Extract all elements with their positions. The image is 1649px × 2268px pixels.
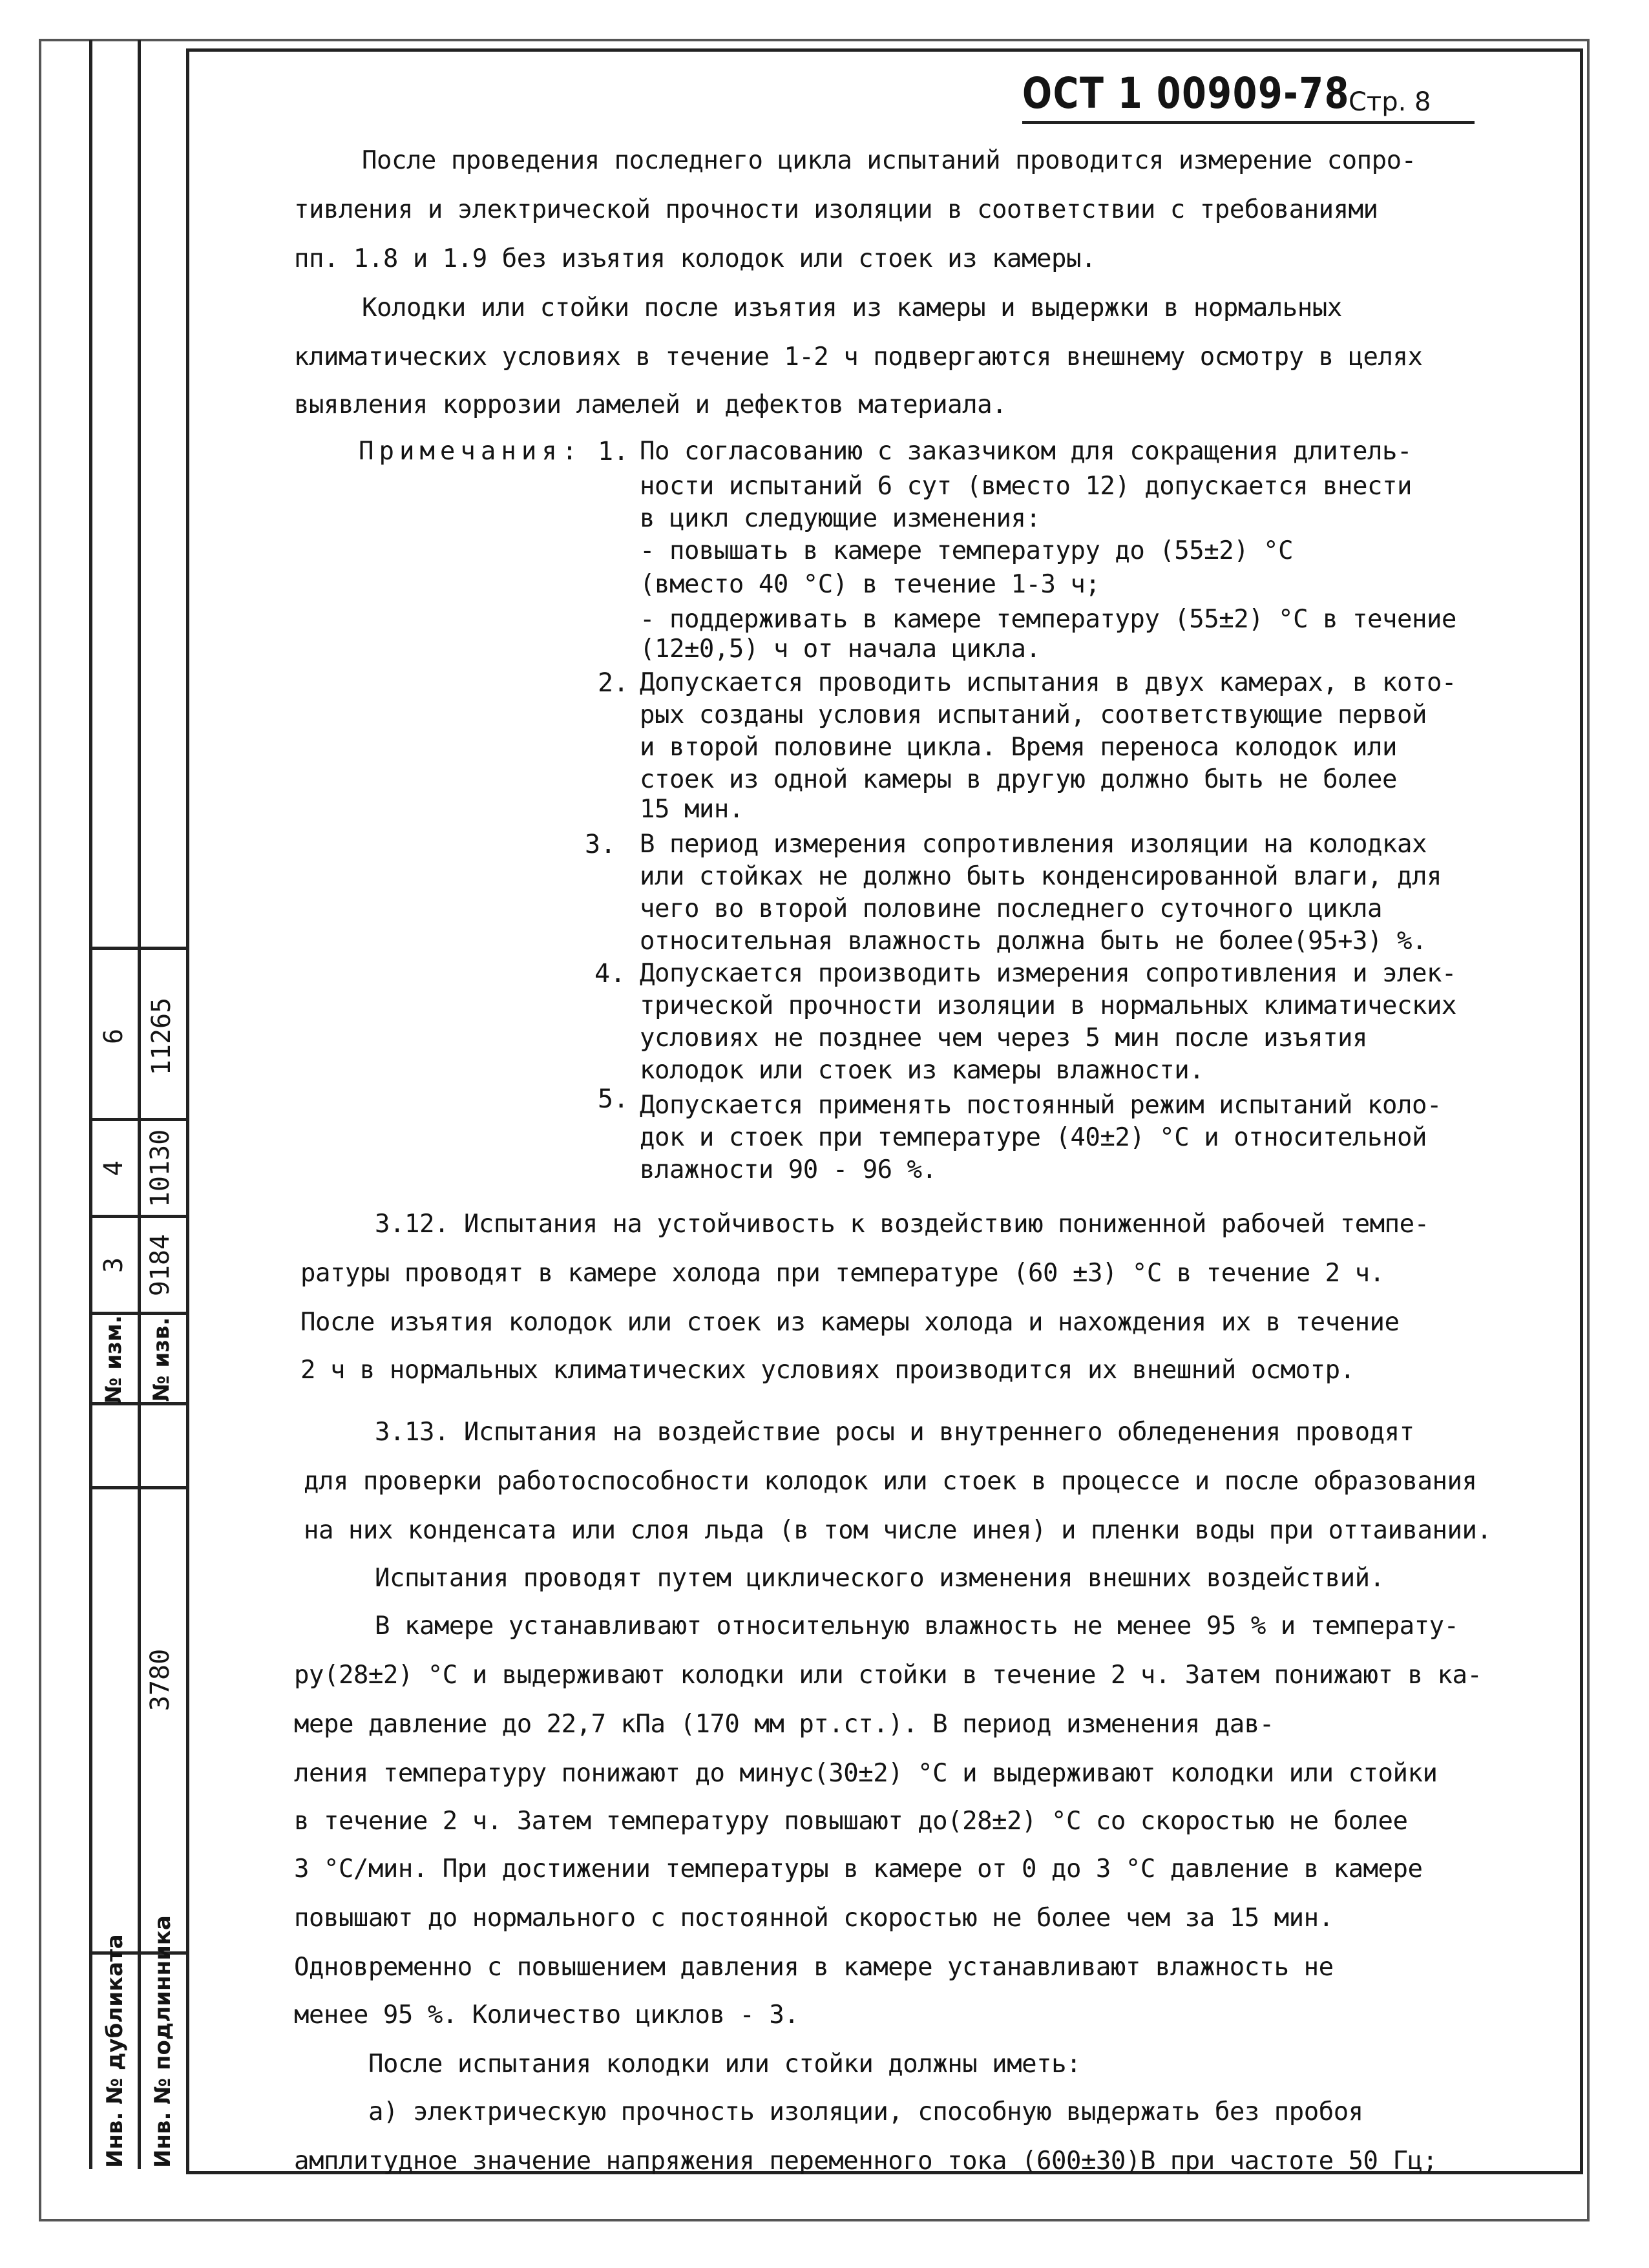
note-line: По согласованию с заказчиком для сокращения длитель- bbox=[640, 437, 1412, 466]
section-line: на них конденсата или слоя льда (в том числе инея) и пленки воды при оттаивании. bbox=[304, 1516, 1492, 1545]
section-line: повышают до нормального с постоянной скоростью не более чем за 15 мин. bbox=[294, 1904, 1334, 1933]
section-line: 3.12. Испытания на устойчивость к воздействию пониженной рабочей темпе- bbox=[375, 1210, 1429, 1239]
note-line: 15 мин. bbox=[640, 795, 744, 824]
note-line: док и стоек при температуре (40±2) °С и относительной bbox=[640, 1123, 1427, 1152]
note-line: (12±0,5) ч от начала цикла. bbox=[640, 635, 1041, 664]
paragraph-line: климатических условиях в течение 1-2 ч подвергаются внешнему осмотру в целях bbox=[294, 342, 1423, 372]
section-line: ратуры проводят в камере холода при температуре (60 ±3) °С в течение 2 ч. bbox=[300, 1259, 1385, 1288]
paragraph-line: Колодки или стойки после изъятия из камеры и выдержки в нормальных bbox=[362, 293, 1342, 322]
note-number: 4. bbox=[594, 959, 626, 989]
section-line: 2 ч в нормальных климатических условиях производится их внешний осмотр. bbox=[300, 1356, 1355, 1385]
note-line: - повышать в камере температуру до (55±2) °С bbox=[640, 536, 1294, 565]
note-number: 1. bbox=[598, 437, 629, 467]
original-inventory-number: 3780 bbox=[145, 1648, 175, 1712]
note-number: 2. bbox=[598, 668, 629, 698]
note-line: относительная влажность должна быть не более(95+3) %. bbox=[640, 927, 1427, 956]
section-line: менее 95 %. Количество циклов - 3. bbox=[294, 2000, 799, 2030]
section-line: Одновременно с повышением давления в камере устанавливают влажность не bbox=[294, 1953, 1334, 1982]
notes-label: Примечания: bbox=[359, 437, 583, 466]
margin-divider bbox=[89, 1486, 187, 1489]
notice-number: 10130 bbox=[145, 1129, 175, 1208]
section-line: После испытания колодки или стойки должны иметь: bbox=[368, 2050, 1082, 2079]
note-line: чего во второй половине последнего суточного цикла bbox=[640, 894, 1382, 923]
note-line: в цикл следующие изменения: bbox=[640, 504, 1041, 533]
margin-line-1 bbox=[89, 40, 92, 2169]
note-line: Допускается проводить испытания в двух камерах, в кото- bbox=[640, 668, 1456, 697]
section-line: а) электрическую прочность изоляции, способную выдержать без пробоя bbox=[368, 2097, 1363, 2126]
note-number: 3. bbox=[585, 830, 616, 859]
note-line: рых созданы условия испытаний, соответствующие первой bbox=[640, 700, 1427, 730]
paragraph-line: пп. 1.8 и 1.9 без изъятия колодок или стоек из камеры. bbox=[294, 244, 1096, 273]
section-line: Испытания проводят путем циклического изменения внешних воздействий. bbox=[375, 1564, 1385, 1593]
notice-number: 9184 bbox=[145, 1234, 175, 1297]
paragraph-line: После проведения последнего цикла испытаний проводится измерение сопро- bbox=[362, 146, 1416, 175]
document-code: ОСТ 1 00909-78 bbox=[1022, 68, 1350, 118]
original-inventory-label: Инв. № подлинника bbox=[150, 1915, 176, 2168]
revision-number: 6 bbox=[99, 1028, 129, 1045]
revision-number: 4 bbox=[99, 1160, 129, 1177]
section-line: 3.13. Испытания на воздействие росы и внутреннего обледенения проводят bbox=[375, 1418, 1414, 1447]
note-line: колодок или стоек из камеры влажности. bbox=[640, 1056, 1204, 1085]
note-number: 5. bbox=[598, 1084, 629, 1114]
section-line: для проверки работоспособности колодок или стоек в процессе и после образования bbox=[304, 1467, 1477, 1496]
paragraph-line: выявления коррозии ламелей и дефектов материала. bbox=[294, 390, 1007, 419]
notice-label: № изв. bbox=[149, 1317, 174, 1402]
page-number: Стр. 8 bbox=[1349, 87, 1431, 117]
paragraph-line: тивления и электрической прочности изоляции в соответствии с требованиями bbox=[294, 195, 1378, 224]
notice-number: 11265 bbox=[147, 997, 176, 1076]
section-line: в течение 2 ч. Затем температуру повышают до(28±2) °С со скоростью не более bbox=[294, 1807, 1408, 1836]
note-line: или стойках не должно быть конденсированной влаги, для bbox=[640, 862, 1442, 891]
note-line: влажности 90 - 96 %. bbox=[640, 1155, 937, 1184]
note-line: (вместо 40 °С) в течение 1-3 ч; bbox=[640, 570, 1100, 599]
note-line: Допускается применять постоянный режим испытаний коло- bbox=[640, 1091, 1442, 1120]
revision-label: № изм. bbox=[101, 1315, 127, 1404]
section-line: мере давление до 22,7 кПа (170 мм рт.ст.). В период изменения дав- bbox=[294, 1710, 1274, 1739]
note-line: ности испытаний 6 сут (вместо 12) допускается внести bbox=[640, 472, 1412, 501]
note-line: В период измерения сопротивления изоляции на колодках bbox=[640, 830, 1427, 859]
revision-number: 3 bbox=[99, 1257, 129, 1274]
duplicate-inventory-label: Инв. № дубликата bbox=[102, 1934, 128, 2168]
note-line: стоек из одной камеры в другую должно быть не более bbox=[640, 765, 1397, 794]
section-line: В камере устанавливают относительную влажность не менее 95 % и температу- bbox=[375, 1612, 1459, 1641]
note-line: трической прочности изоляции в нормальных климатических bbox=[640, 991, 1456, 1020]
section-line: амплитудное значение напряжения переменного тока (600±30)В при частоте 50 Гц; bbox=[294, 2147, 1438, 2176]
note-line: Допускается производить измерения сопротивления и элек- bbox=[640, 959, 1456, 988]
section-line: После изъятия колодок или стоек из камеры холода и нахождения их в течение bbox=[300, 1308, 1400, 1337]
section-line: ления температуру понижают до минус(30±2) °С и выдерживают колодки или стойки bbox=[294, 1759, 1438, 1788]
section-line: ру(28±2) °С и выдерживают колодки или стойки в течение 2 ч. Затем понижают в ка- bbox=[294, 1661, 1482, 1690]
section-line: 3 °С/мин. При достижении температуры в камере от 0 до 3 °С давление в камере bbox=[294, 1854, 1423, 1884]
note-line: - поддерживать в камере температуру (55±2) °С в течение bbox=[640, 605, 1456, 634]
document-header bbox=[1022, 68, 1475, 124]
note-line: и второй половине цикла. Время переноса колодок или bbox=[640, 733, 1397, 762]
note-line: условиях не позднее чем через 5 мин после изъятия bbox=[640, 1024, 1368, 1053]
